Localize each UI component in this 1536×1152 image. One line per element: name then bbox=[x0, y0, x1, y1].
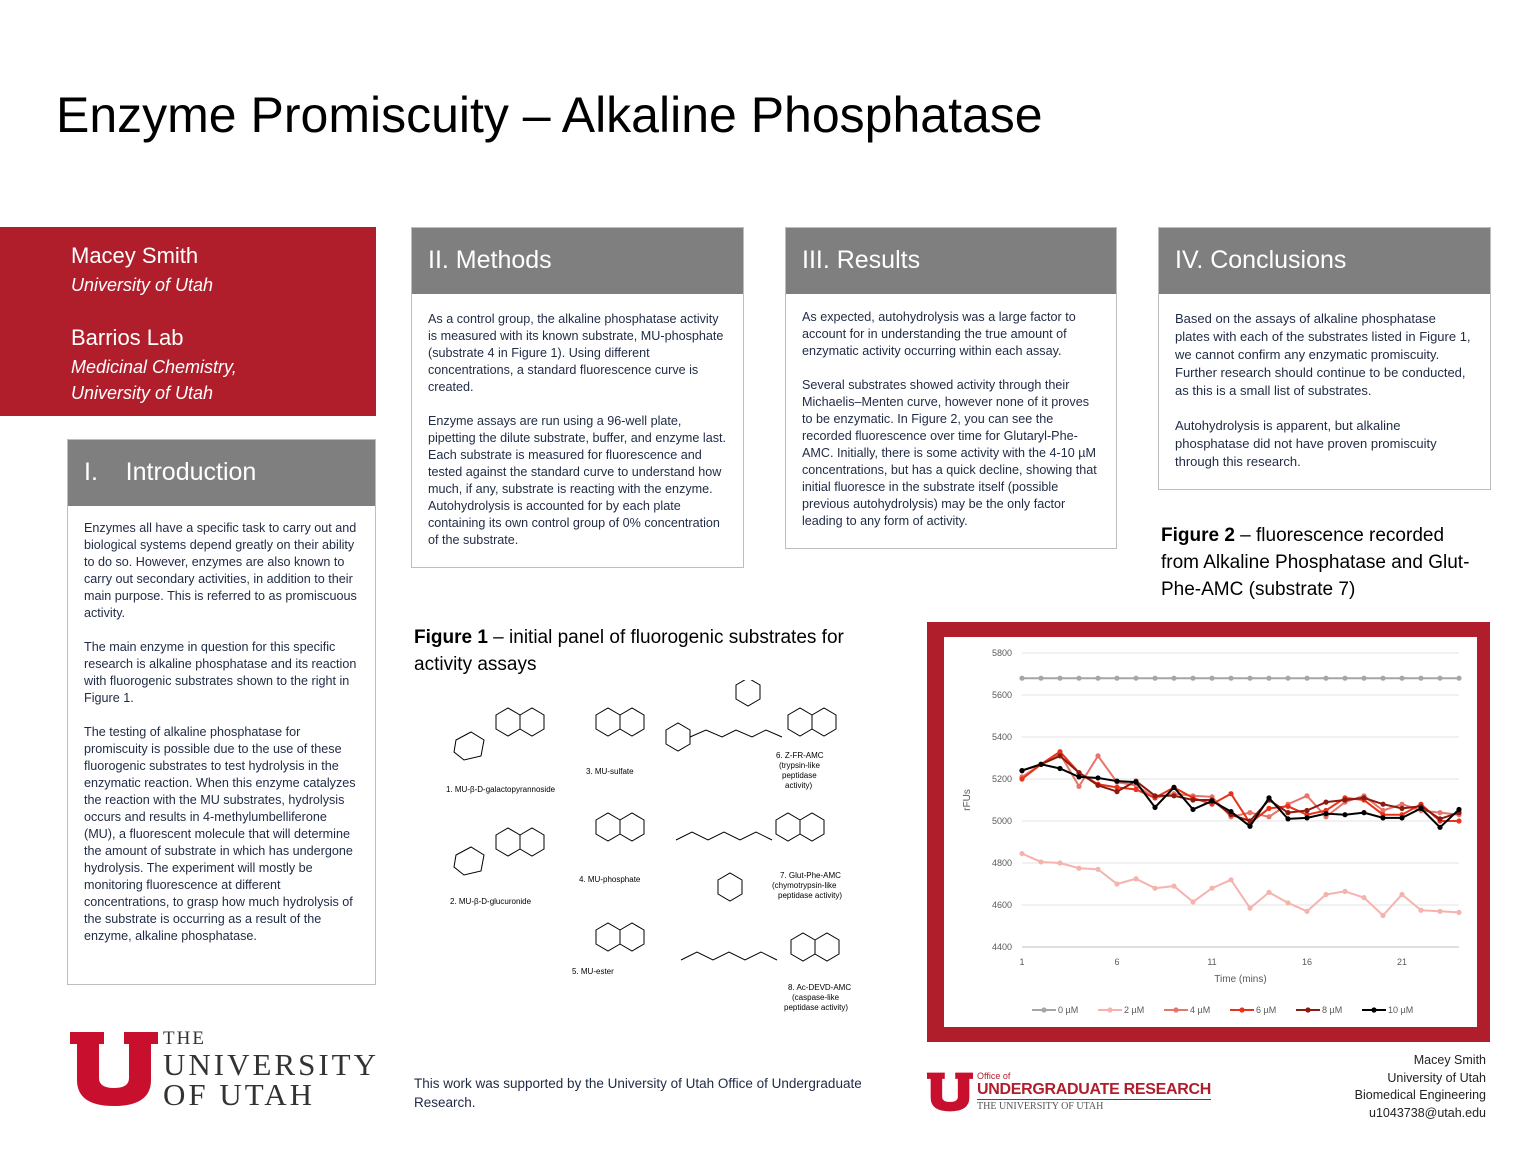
data-point bbox=[1418, 806, 1423, 811]
legend-marker bbox=[1107, 1007, 1112, 1012]
data-point bbox=[1190, 807, 1195, 812]
data-point bbox=[1380, 815, 1385, 820]
data-point bbox=[1114, 676, 1119, 681]
legend-label: 0 µM bbox=[1058, 1005, 1079, 1015]
data-point bbox=[1095, 783, 1100, 788]
data-point bbox=[1076, 784, 1081, 789]
data-point bbox=[1285, 816, 1290, 821]
y-tick-label: 5400 bbox=[991, 732, 1012, 742]
data-point bbox=[1057, 676, 1062, 681]
data-point bbox=[1361, 676, 1366, 681]
wordmark-university: UNIVERSITY bbox=[163, 1047, 379, 1082]
results-heading: III. Results bbox=[786, 228, 1116, 294]
conclusions-paragraph-1: Based on the assays of alkaline phosphatase plates with each of the substrates listed in Figure 1, we cannot confirm any enzymatic promiscuity. Further research should continue to be conducted, as this is a small list of substrates. bbox=[1175, 311, 1471, 398]
data-point bbox=[1190, 676, 1195, 681]
data-point bbox=[1342, 676, 1347, 681]
data-point bbox=[1285, 804, 1290, 809]
data-point bbox=[1285, 900, 1290, 905]
data-point bbox=[1456, 807, 1461, 812]
compound-6-note-1: (trypsin-like bbox=[779, 761, 820, 770]
data-point bbox=[1437, 909, 1442, 914]
legend-marker bbox=[1041, 1007, 1046, 1012]
data-point bbox=[1152, 805, 1157, 810]
poster-title: Enzyme Promiscuity – Alkaline Phosphatase bbox=[56, 87, 1043, 143]
author-box bbox=[0, 227, 376, 416]
fluorescence-chart bbox=[944, 637, 1477, 1027]
data-point bbox=[1095, 775, 1100, 780]
data-point bbox=[1038, 676, 1043, 681]
compound-7-note-1: (chymotrypsin-like bbox=[772, 881, 837, 890]
funding-footnote: This work was supported by the University of Utah Office of Undergraduate Research. bbox=[414, 1076, 862, 1110]
data-point bbox=[1342, 797, 1347, 802]
data-point bbox=[1038, 762, 1043, 767]
compound-8-note-1: (caspase-like bbox=[792, 993, 840, 1002]
data-point bbox=[1152, 886, 1157, 891]
y-axis-label: rFUs bbox=[962, 789, 973, 811]
figure1-label: Figure 1 bbox=[414, 627, 488, 648]
data-point bbox=[1133, 876, 1138, 881]
data-point bbox=[1266, 795, 1271, 800]
compound-1-label: 1. MU-β-D-galactopyrannoside bbox=[446, 785, 556, 794]
data-point bbox=[1190, 899, 1195, 904]
data-point bbox=[1095, 753, 1100, 758]
data-point bbox=[1304, 815, 1309, 820]
data-point bbox=[1228, 676, 1233, 681]
introduction-panel bbox=[67, 439, 376, 985]
data-point bbox=[1152, 793, 1157, 798]
figure1-caption-text: – initial panel of fluorogenic substrates for activity assays bbox=[414, 627, 844, 675]
data-point bbox=[1380, 802, 1385, 807]
data-point bbox=[1247, 676, 1252, 681]
author-affiliation: University of Utah bbox=[71, 275, 214, 295]
data-point bbox=[1228, 877, 1233, 882]
data-point bbox=[1076, 866, 1081, 871]
data-point bbox=[1247, 824, 1252, 829]
y-tick-label: 5600 bbox=[991, 690, 1012, 700]
contact-block bbox=[1355, 1052, 1486, 1122]
data-point bbox=[1304, 676, 1309, 681]
data-point bbox=[1171, 785, 1176, 790]
undergraduate-research-u-logo bbox=[927, 1071, 973, 1113]
data-point bbox=[1133, 780, 1138, 785]
data-point bbox=[1057, 753, 1062, 758]
compound-7-note-2: peptidase activity) bbox=[778, 891, 843, 900]
y-tick-label: 5200 bbox=[991, 774, 1012, 784]
data-point bbox=[1171, 676, 1176, 681]
methods-paragraph-1: As a control group, the alkaline phosphatase activity is measured with its known substrate, MU-phosphate (substrate 4 in Figure 1). Using different concentrations, a standard fluorescence curve is created. bbox=[428, 312, 724, 394]
data-point bbox=[1057, 860, 1062, 865]
data-point bbox=[1342, 889, 1347, 894]
methods-paragraph-2: Enzyme assays are run using a 96-well plate, pipetting the dilute substrate, buffer, and enzyme last. Each substrate is measured for fluorescence and tested against the standard curve to understand how much, if any, substrate is reacting with the enzyme. Autohydrolysis is accounted for by each plate containing its own control group of 0% concentration of the substrate. bbox=[428, 414, 727, 547]
results-paragraph-2: Several substrates showed activity through their Michaelis–Menten curve, however none of it proves to be enzymatic. In Figure 2, you can see the recorded fluorescence over time for Glutaryl-Phe-AMC. Initially, there is some activity with the 4-10 µM concentrations, but has a quick decline, showing that initial fluoresce in the substrate itself (possible previous autohydrolysis) may be the only factor leading to any form of activity. bbox=[802, 378, 1097, 528]
compound-7-label: 7. Glut-Phe-AMC bbox=[780, 871, 841, 880]
data-point bbox=[1019, 776, 1024, 781]
data-point bbox=[1285, 676, 1290, 681]
legend-label: 10 µM bbox=[1388, 1005, 1414, 1015]
results-paragraph-1: As expected, autohydrolysis was a large factor to account for in understanding the true amount of enzymatic activity occurring within each assay. bbox=[802, 310, 1076, 358]
data-point bbox=[1399, 892, 1404, 897]
data-point bbox=[1323, 811, 1328, 816]
data-point bbox=[1437, 810, 1442, 815]
compound-8-note-2: peptidase activity) bbox=[784, 1003, 849, 1012]
data-point bbox=[1399, 676, 1404, 681]
data-point bbox=[1019, 676, 1024, 681]
data-point bbox=[1266, 676, 1271, 681]
data-point bbox=[1342, 812, 1347, 817]
data-point bbox=[1437, 825, 1442, 830]
results-panel bbox=[785, 227, 1117, 549]
wordmark-the: THE bbox=[163, 1028, 206, 1049]
y-tick-label: 4600 bbox=[991, 900, 1012, 910]
contact-name: Macey Smith bbox=[1413, 1053, 1486, 1067]
data-point bbox=[1304, 793, 1309, 798]
methods-heading: II. Methods bbox=[412, 228, 743, 294]
wordmark-of-utah: OF UTAH bbox=[163, 1077, 315, 1112]
data-point bbox=[1361, 795, 1366, 800]
data-point bbox=[1209, 886, 1214, 891]
data-point bbox=[1399, 806, 1404, 811]
ur-office-of: Office of bbox=[977, 1071, 1011, 1081]
compound-4-label: 4. MU-phosphate bbox=[579, 875, 641, 884]
figure2-caption-text: – fluorescence recorded from Alkaline Phosphatase and Glut-Phe-AMC (substrate 7) bbox=[1161, 525, 1470, 600]
intro-paragraph-2: The main enzyme in question for this specific research is alkaline phosphatase and its reaction with fluorogenic substrates shown to the right in Figure 1. bbox=[84, 640, 357, 705]
x-tick-label: 1 bbox=[1019, 957, 1025, 967]
lab-affiliation-line1: Medicinal Chemistry, bbox=[71, 357, 237, 377]
data-point bbox=[1380, 676, 1385, 681]
data-point bbox=[1038, 859, 1043, 864]
data-point bbox=[1019, 768, 1024, 773]
legend-label: 6 µM bbox=[1256, 1005, 1277, 1015]
x-tick-label: 21 bbox=[1396, 957, 1408, 967]
x-tick-label: 11 bbox=[1207, 957, 1217, 967]
legend-marker bbox=[1173, 1007, 1178, 1012]
data-point bbox=[1266, 806, 1271, 811]
x-tick-label: 16 bbox=[1301, 957, 1313, 967]
data-point bbox=[1323, 676, 1328, 681]
data-point bbox=[1323, 800, 1328, 805]
data-point bbox=[1133, 787, 1138, 792]
data-point bbox=[1171, 793, 1176, 798]
x-axis-label: Time (mins) bbox=[1214, 974, 1267, 985]
y-tick-label: 4400 bbox=[991, 942, 1012, 952]
data-point bbox=[1247, 810, 1252, 815]
ur-undergraduate-research: UNDERGRADUATE RESEARCH bbox=[977, 1081, 1212, 1098]
data-point bbox=[1285, 810, 1290, 815]
data-point bbox=[1399, 815, 1404, 820]
ur-university-of-utah: THE UNIVERSITY OF UTAH bbox=[977, 1099, 1211, 1114]
data-point bbox=[1228, 791, 1233, 796]
compound-2-label: 2. MU-β-D-glucuronide bbox=[450, 897, 532, 906]
contact-email: u1043738@utah.edu bbox=[1369, 1105, 1486, 1120]
figure2-label: Figure 2 bbox=[1161, 525, 1235, 546]
data-point bbox=[1456, 910, 1461, 915]
undergraduate-research-wordmark bbox=[977, 1071, 1211, 1114]
data-point bbox=[1171, 884, 1176, 889]
data-point bbox=[1019, 851, 1024, 856]
intro-paragraph-1: Enzymes all have a specific task to carry out and biological systems depend greatly on their ability to do so. However, enzymes are also known to carry out secondary activities, in addition to their main purpose. This is referred to as promiscuous activity. bbox=[84, 521, 357, 620]
contact-department: Biomedical Engineering bbox=[1354, 1088, 1486, 1102]
chart-area bbox=[944, 637, 1477, 1027]
figure1-structures bbox=[436, 680, 856, 1020]
data-point bbox=[1076, 676, 1081, 681]
legend-label: 2 µM bbox=[1124, 1005, 1145, 1015]
legend-label: 8 µM bbox=[1322, 1005, 1343, 1015]
series-line bbox=[1022, 752, 1459, 823]
data-point bbox=[1133, 676, 1138, 681]
data-point bbox=[1228, 809, 1233, 814]
data-point bbox=[1095, 867, 1100, 872]
data-point bbox=[1095, 676, 1100, 681]
data-point bbox=[1114, 789, 1119, 794]
data-point bbox=[1304, 808, 1309, 813]
legend-marker bbox=[1239, 1007, 1244, 1012]
compound-6-label: 6. Z-FR-AMC bbox=[776, 751, 824, 760]
data-point bbox=[1323, 892, 1328, 897]
data-point bbox=[1266, 890, 1271, 895]
y-tick-label: 5800 bbox=[991, 648, 1012, 658]
figure1-caption bbox=[414, 624, 854, 678]
data-point bbox=[1456, 676, 1461, 681]
contact-university: University of Utah bbox=[1387, 1070, 1486, 1085]
data-point bbox=[1114, 779, 1119, 784]
lab-name: Barrios Lab bbox=[71, 325, 184, 350]
data-point bbox=[1247, 906, 1252, 911]
data-point bbox=[1152, 676, 1157, 681]
figure2-caption bbox=[1161, 522, 1481, 603]
data-point bbox=[1114, 881, 1119, 886]
data-point bbox=[1418, 908, 1423, 913]
data-point bbox=[1057, 766, 1062, 771]
university-wordmark bbox=[163, 1028, 379, 1110]
data-point bbox=[1361, 895, 1366, 900]
data-point bbox=[1076, 774, 1081, 779]
y-tick-label: 5000 bbox=[991, 816, 1012, 826]
intro-paragraph-3: The testing of alkaline phosphatase for promiscuity is possible due to the use of these fluorogenic substrates to test hydrolysis in the enzymatic reaction. When this enzyme catalyzes the reaction with the MU substrates, hydrolysis occurs and results in 4-methylumbelliferone (MU), a fluorescent molecule that will determine the amount of substrate in which has undergone hydrolysis. The experiment will mostly be monitoring fluorescence at different concentrations, to grasp how much hydrolysis of the substrate is occurring as a result of the enzyme, alkaline phosphatase. bbox=[84, 725, 356, 943]
lab-affiliation-line2: University of Utah bbox=[71, 383, 214, 403]
data-point bbox=[1380, 913, 1385, 918]
x-tick-label: 6 bbox=[1114, 957, 1120, 967]
data-point bbox=[1304, 909, 1309, 914]
conclusions-paragraph-2: Autohydrolysis is apparent, but alkaline phosphatase did not have proven promiscuity through this research. bbox=[1175, 418, 1437, 469]
methods-panel bbox=[411, 227, 744, 568]
y-tick-label: 4800 bbox=[991, 858, 1012, 868]
compound-5-label: 5. MU-ester bbox=[572, 967, 614, 976]
data-point bbox=[1437, 816, 1442, 821]
introduction-heading: I. Introduction bbox=[68, 440, 375, 506]
legend-label: 4 µM bbox=[1190, 1005, 1211, 1015]
series-line bbox=[1022, 756, 1459, 821]
data-point bbox=[1266, 814, 1271, 819]
compound-8-label: 8. Ac-DEVD-AMC bbox=[788, 983, 852, 992]
conclusions-panel bbox=[1158, 227, 1491, 490]
author-name: Macey Smith bbox=[71, 243, 199, 268]
data-point bbox=[1456, 818, 1461, 823]
compound-6-note-3: activity) bbox=[785, 781, 813, 790]
legend-marker bbox=[1305, 1007, 1310, 1012]
university-u-logo bbox=[70, 1032, 158, 1106]
legend-marker bbox=[1371, 1007, 1376, 1012]
compound-3-label: 3. MU-sulfate bbox=[586, 767, 634, 776]
data-point bbox=[1361, 810, 1366, 815]
compound-6-note-2: peptidase bbox=[782, 771, 817, 780]
data-point bbox=[1437, 676, 1442, 681]
data-point bbox=[1209, 798, 1214, 803]
data-point bbox=[1209, 676, 1214, 681]
data-point bbox=[1190, 797, 1195, 802]
conclusions-heading: IV. Conclusions bbox=[1159, 228, 1490, 294]
data-point bbox=[1418, 676, 1423, 681]
